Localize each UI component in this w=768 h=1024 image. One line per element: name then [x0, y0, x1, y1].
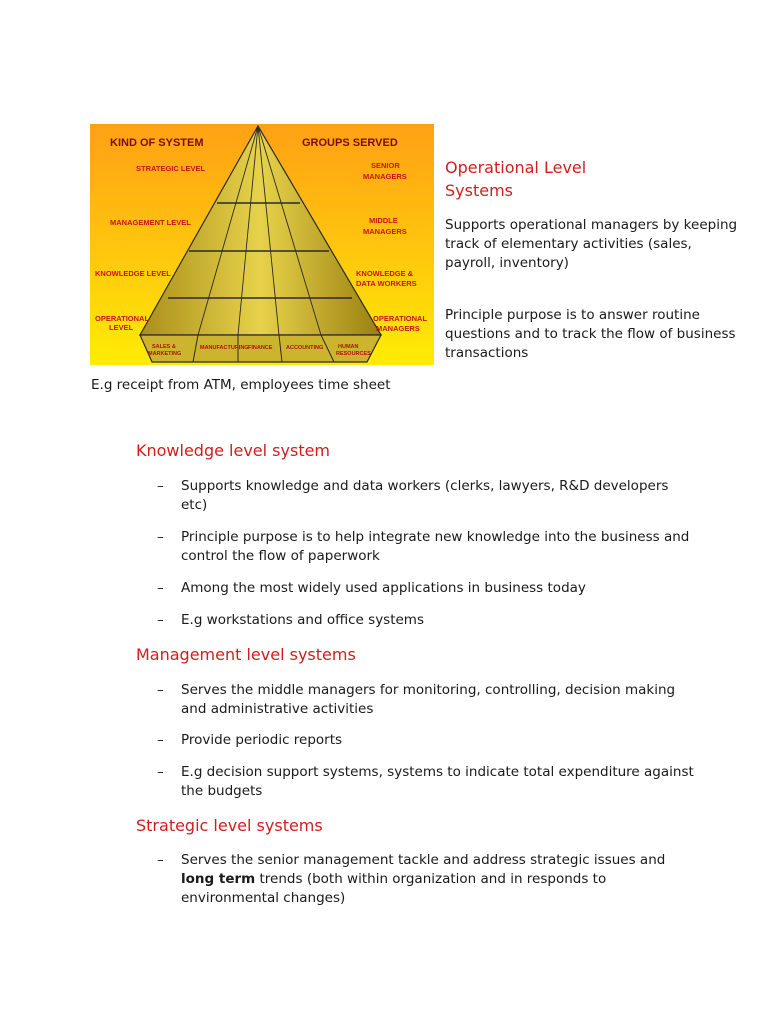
operational-title-line1: Operational Level [445, 158, 587, 177]
list-item [157, 477, 697, 515]
func-human-2: RESOURCES [336, 351, 371, 357]
func-finance: FINANCE [248, 345, 273, 351]
group-middle-2: MANAGERS [363, 227, 407, 236]
heading-kind-of-system: KIND OF SYSTEM [110, 137, 204, 149]
func-accounting: ACCOUNTING [286, 345, 324, 351]
bullet-dash: – [157, 852, 164, 868]
strategic-text-after: trends (both within organization and in responds to environmental changes) [181, 871, 607, 906]
bullet-dash: – [157, 529, 164, 545]
list-item [157, 763, 697, 801]
bullet-dash: – [157, 580, 164, 596]
operational-level-title [445, 156, 745, 202]
bullet-text: E.g workstations and office systems [181, 612, 424, 628]
label-operational-level-2: LEVEL [109, 323, 134, 332]
list-item [157, 731, 697, 750]
group-knowledge-1: KNOWLEDGE & [356, 269, 414, 278]
list-item [157, 579, 697, 598]
list-item [157, 528, 697, 566]
func-sales-2: MARKETING [148, 351, 182, 357]
strategic-section-title: Strategic level systems [136, 816, 323, 835]
bullet-text [181, 851, 697, 908]
group-senior-1: SENIOR [371, 161, 400, 170]
bullet-dash: – [157, 732, 164, 748]
group-operational-2: MANAGERS [376, 324, 420, 333]
func-human-1: HUMAN [338, 344, 359, 350]
strategic-text-before: Serves the senior management tackle and address strategic issues and [181, 852, 666, 868]
bullet-text: Principle purpose is to help integrate new knowledge into the business and control the flow of paperwork [181, 529, 690, 564]
bullet-dash: – [157, 764, 164, 780]
label-strategic-level: STRATEGIC LEVEL [136, 164, 206, 173]
pyramid-svg [90, 124, 434, 365]
list-item [157, 681, 697, 719]
group-knowledge-2: DATA WORKERS [356, 279, 417, 288]
list-item [157, 851, 697, 908]
group-senior-2: MANAGERS [363, 172, 407, 181]
bullet-dash: – [157, 478, 164, 494]
bullet-dash: – [157, 682, 164, 698]
label-operational-level-1: OPERATIONAL [95, 314, 150, 323]
group-operational-1: OPERATIONAL [373, 314, 428, 323]
func-sales-1: SALES & [152, 344, 176, 350]
strategic-text-bold: long term [181, 871, 256, 887]
bullet-text: Supports knowledge and data workers (clerks, lawyers, R&D developers etc) [181, 478, 669, 513]
list-item [157, 611, 697, 630]
heading-groups-served: GROUPS SERVED [302, 137, 398, 149]
operational-paragraph-2: Principle purpose is to answer routine questions and to track the flow of business transactions [445, 307, 736, 361]
bullet-text: Provide periodic reports [181, 732, 343, 748]
bullet-text: Serves the middle managers for monitoring, controlling, decision making and administrative activities [181, 682, 676, 717]
management-section-title: Management level systems [136, 645, 356, 664]
bullet-text: E.g decision support systems, systems to indicate total expenditure against the budgets [181, 764, 694, 799]
group-middle-1: MIDDLE [369, 216, 398, 225]
operational-paragraph-1: Supports operational managers by keeping track of elementary activities (sales, payroll, inventory) [445, 217, 738, 271]
operational-title-line2: Systems [445, 181, 513, 200]
bullet-text: Among the most widely used applications in business today [181, 580, 586, 596]
label-management-level: MANAGEMENT LEVEL [110, 218, 191, 227]
system-levels-pyramid-diagram [90, 124, 434, 365]
operational-example: E.g receipt from ATM, employees time sheet [91, 377, 391, 393]
knowledge-section-title: Knowledge level system [136, 441, 331, 460]
func-manufacturing: MANUFACTURING [200, 345, 249, 351]
label-knowledge-level: KNOWLEDGE LEVEL [95, 269, 171, 278]
bullet-dash: – [157, 612, 164, 628]
